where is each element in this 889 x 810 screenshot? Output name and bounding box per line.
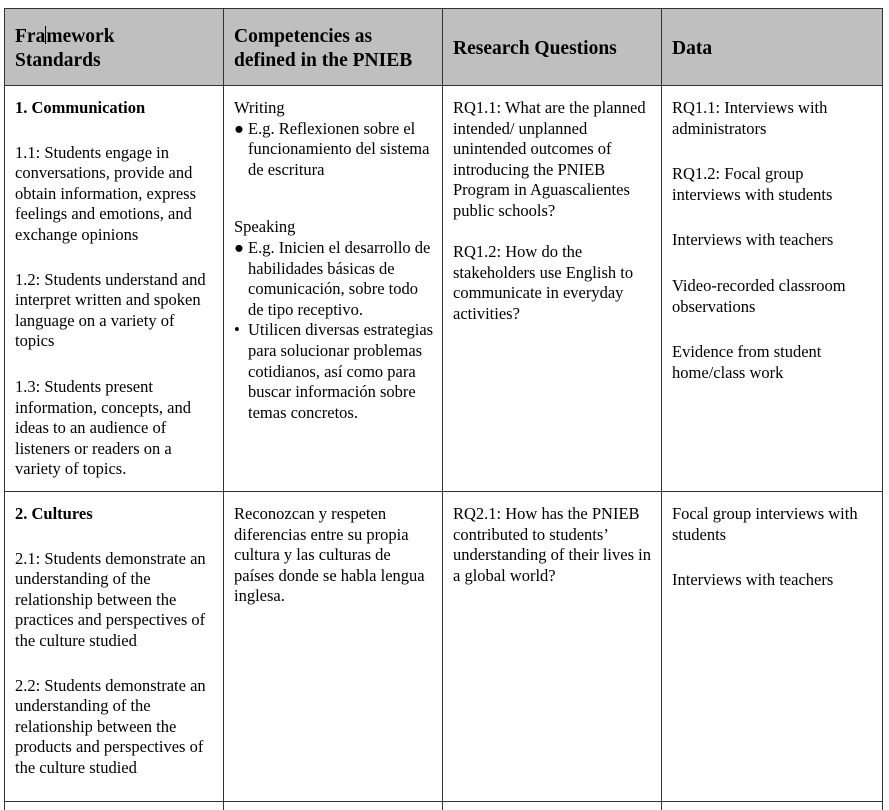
header-framework-line2: Standards <box>15 50 101 71</box>
standard-1-3: 1.3: Students present information, concepts, and ideas to an audience of listeners or readers on a variety of topics. <box>15 377 215 480</box>
list-item: ● E.g. Inicien el desarrollo de habilidades básicas de comunicación, sobre todo de tipo receptivo. <box>234 238 434 320</box>
cell-continuation <box>662 802 883 810</box>
cell-competencies-communication[interactable] <box>224 86 443 492</box>
list-item: • Utilicen diversas estrategias para solucionar problemas cotidianos, así como para buscar información sobre temas concretos. <box>234 320 434 423</box>
data-item: RQ1.2: Focal group interviews with students <box>672 164 874 205</box>
bullet-icon: • <box>234 320 240 341</box>
table-row-continuation <box>5 802 883 810</box>
header-data[interactable]: Data <box>662 9 883 86</box>
standard-2-1: 2.1: Students demonstrate an understanding of the relationship between the practices and perspectives of the culture studied <box>15 549 215 652</box>
header-framework-b: mework <box>46 26 114 47</box>
cell-framework-communication[interactable] <box>5 86 224 492</box>
cell-research-cultures[interactable] <box>443 492 662 802</box>
rq-2-1: RQ2.1: How has the PNIEB contributed to students’ understanding of their lives in a global world? <box>453 504 653 586</box>
standard-1-2: 1.2: Students understand and interpret written and spoken language on a variety of topics <box>15 270 215 352</box>
header-competencies-line1: Competencies as <box>234 26 372 47</box>
cell-data-cultures[interactable] <box>662 492 883 802</box>
competency-text: Reconozcan y respeten diferencias entre su propia cultura y las culturas de países donde se habla lengua inglesa. <box>234 504 434 607</box>
speaking-label: Speaking <box>234 217 434 238</box>
framework-title: 2. Cultures <box>15 504 215 525</box>
data-item: Interviews with teachers <box>672 570 874 591</box>
bullet-icon: ● <box>234 119 244 140</box>
standard-1-1: 1.1: Students engage in conversations, provide and obtain information, express feelings and emotions, and exchange opinions <box>15 143 215 246</box>
header-competencies[interactable] <box>224 9 443 86</box>
writing-list <box>234 119 434 181</box>
cell-continuation <box>224 802 443 810</box>
header-research-questions[interactable]: Research Questions <box>443 9 662 86</box>
bullet-icon: ● <box>234 238 244 259</box>
speaking-list <box>234 238 434 423</box>
standard-2-2: 2.2: Students demonstrate an understanding of the relationship between the products and perspectives of the culture studied <box>15 676 215 779</box>
header-row <box>5 9 883 86</box>
header-framework-a: Fra <box>15 26 45 47</box>
cell-research-communication[interactable] <box>443 86 662 492</box>
table-row-communication <box>5 86 883 492</box>
data-item: Video-recorded classroom observations <box>672 276 874 317</box>
cell-competencies-cultures[interactable] <box>224 492 443 802</box>
table-row-cultures <box>5 492 883 802</box>
data-item: RQ1.1: Interviews with administrators <box>672 98 874 139</box>
header-competencies-line2: defined in the PNIEB <box>234 50 412 71</box>
standards-table <box>4 8 883 810</box>
standards-table-container <box>4 8 882 796</box>
cell-continuation <box>443 802 662 810</box>
data-item: Interviews with teachers <box>672 230 874 251</box>
rq-1-2: RQ1.2: How do the stakeholders use English to communicate in everyday activities? <box>453 242 653 324</box>
writing-label: Writing <box>234 98 434 119</box>
data-item: Evidence from student home/class work <box>672 342 874 383</box>
cell-continuation <box>5 802 224 810</box>
cell-data-communication[interactable] <box>662 86 883 492</box>
framework-title: 1. Communication <box>15 98 215 119</box>
data-item: Focal group interviews with students <box>672 504 874 545</box>
rq-1-1: RQ1.1: What are the planned intended/ unplanned unintended outcomes of introducing the PNIEB Program in Aguascalientes public schools? <box>453 98 653 222</box>
header-framework[interactable] <box>5 9 224 86</box>
cell-framework-cultures[interactable] <box>5 492 224 802</box>
list-item: ● E.g. Reflexionen sobre el funcionamiento del sistema de escritura <box>234 119 434 181</box>
